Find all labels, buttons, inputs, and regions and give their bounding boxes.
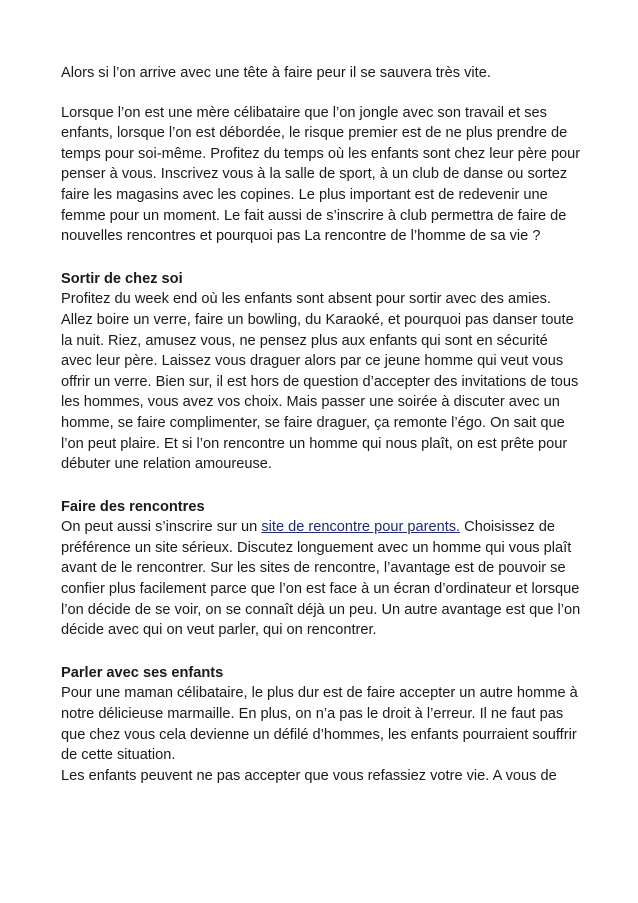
dating-site-link[interactable]: site de rencontre pour parents. [261, 519, 461, 536]
section-sortir [61, 269, 581, 475]
document-page [61, 63, 581, 786]
section-body [61, 517, 581, 641]
section-rencontres [61, 497, 581, 641]
section-heading: Faire des rencontres [61, 498, 205, 515]
section-heading: Parler avec ses enfants [61, 664, 224, 681]
section-body: Pour une maman célibataire, le plus dur est de faire accepter un autre homme à notre délicieuse marmaille. En plus, on n’a pas le droit à l’erreur. Il ne faut pas que chez vous cela devienne un défilé d’hommes, les enfants pourraient souffrir de cette situation. [61, 685, 578, 764]
section-body: Profitez du week end où les enfants sont absent pour sortir avec des amies. Allez boire un verre, faire un bowling, du Karaoké, et pourquoi pas danser toute la nuit. Riez, amusez vous, ne pensez plus aux enfants qui sont en sécurité avec leur père. Laissez vous draguer alors par ce jeune homme qui veut vous offrir un verre. Bien sur, il est hors de question d’accepter des invitations de tous les hommes, vous avez vos choix. Mais passer une soirée à discuter avec un homme, se faire complimenter, se faire draguer, ça remonte l’égo. On sait que l’on peut plaire. Et si l’on rencontre un homme qui nous plaît, on est prête pour débuter une relation amoureuse. [61, 291, 579, 473]
body-text-after-link: Choisissez de préférence un site sérieux. Discutez longuement avec un homme qui vous plaît avant de le rencontrer. Sur les sites de rencontre, l’avantage est de pouvoir se confier plus facilement parce que l’on est face à un écran d’ordinateur et lorsque l’on décide de se voir, on se connaît déjà un peu. Un autre avantage est que l’on décide avec qui on veut parler, qui on rencontrer. [61, 519, 581, 639]
single-mother-paragraph: Lorsque l’on est une mère célibataire que l’on jongle avec son travail et ses enfants, lorsque l’on est débordée, le risque premier est de ne plus prendre de temps pour soi-même. Profitez du temps où les enfants sont chez leur père pour penser à vous. Inscrivez vous à la salle de sport, à un club de danse ou sortez faire les magasins avec les copines. Le plus important est de redevenir une femme pour un moment. Le fait aussi de s’inscrire à club permettra de faire de nouvelles rencontres et pourquoi pas La rencontre de l’homme de sa vie ? [61, 104, 581, 245]
body-text-before-link: On peut aussi s’inscrire sur un [61, 519, 262, 536]
intro-paragraph: Alors si l’on arrive avec une tête à faire peur il se sauvera très vite. [61, 65, 491, 81]
section-body-continued: Les enfants peuvent ne pas accepter que vous refassiez votre vie. A vous de [61, 767, 557, 784]
section-enfants [61, 663, 581, 787]
section-heading: Sortir de chez soi [61, 270, 183, 287]
